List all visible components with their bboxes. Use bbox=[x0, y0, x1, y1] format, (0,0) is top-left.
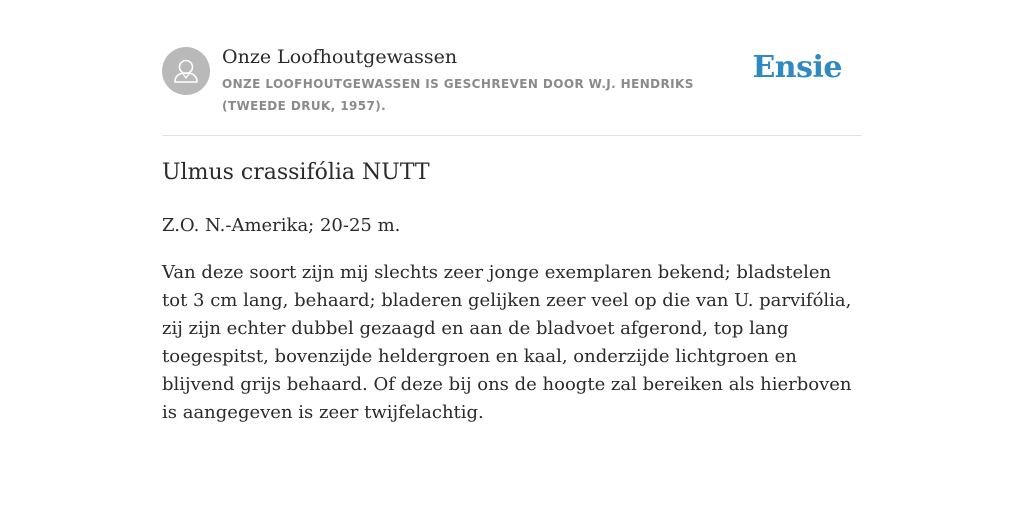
entry-paragraph: Z.O. N.-Amerika; 20-25 m. bbox=[162, 215, 401, 236]
ensie-logo[interactable]: Ensie bbox=[752, 50, 842, 85]
source-header bbox=[162, 44, 862, 136]
entry-title: Ulmus crassifólia NUTT bbox=[162, 160, 430, 185]
entry-paragraph: Van deze soort zijn mij slechts zeer jonge exemplaren bekend; bladstelen tot 3 cm lang, behaard; bladeren gelijken zeer veel op die van U. parvifólia, zij zijn echter dubbel gezaagd en aan de bladvoet afgerond, top lang toegespitst, bovenzijde heldergroen en kaal, onderzijde lichtgroen en blijvend grijs behaard. Of deze bij ons de hoogte zal bereiken als hierboven is aangegeven is zeer twijfelachtig. bbox=[162, 262, 852, 423]
avatar bbox=[162, 47, 210, 95]
source-description: ONZE LOOFHOUTGEWASSEN IS GESCHREVEN DOOR W.J. HENDRIKS (TWEEDE DRUK, 1957). bbox=[222, 77, 694, 113]
user-icon bbox=[162, 47, 210, 95]
source-title[interactable]: Onze Loofhoutgewassen bbox=[222, 46, 458, 68]
